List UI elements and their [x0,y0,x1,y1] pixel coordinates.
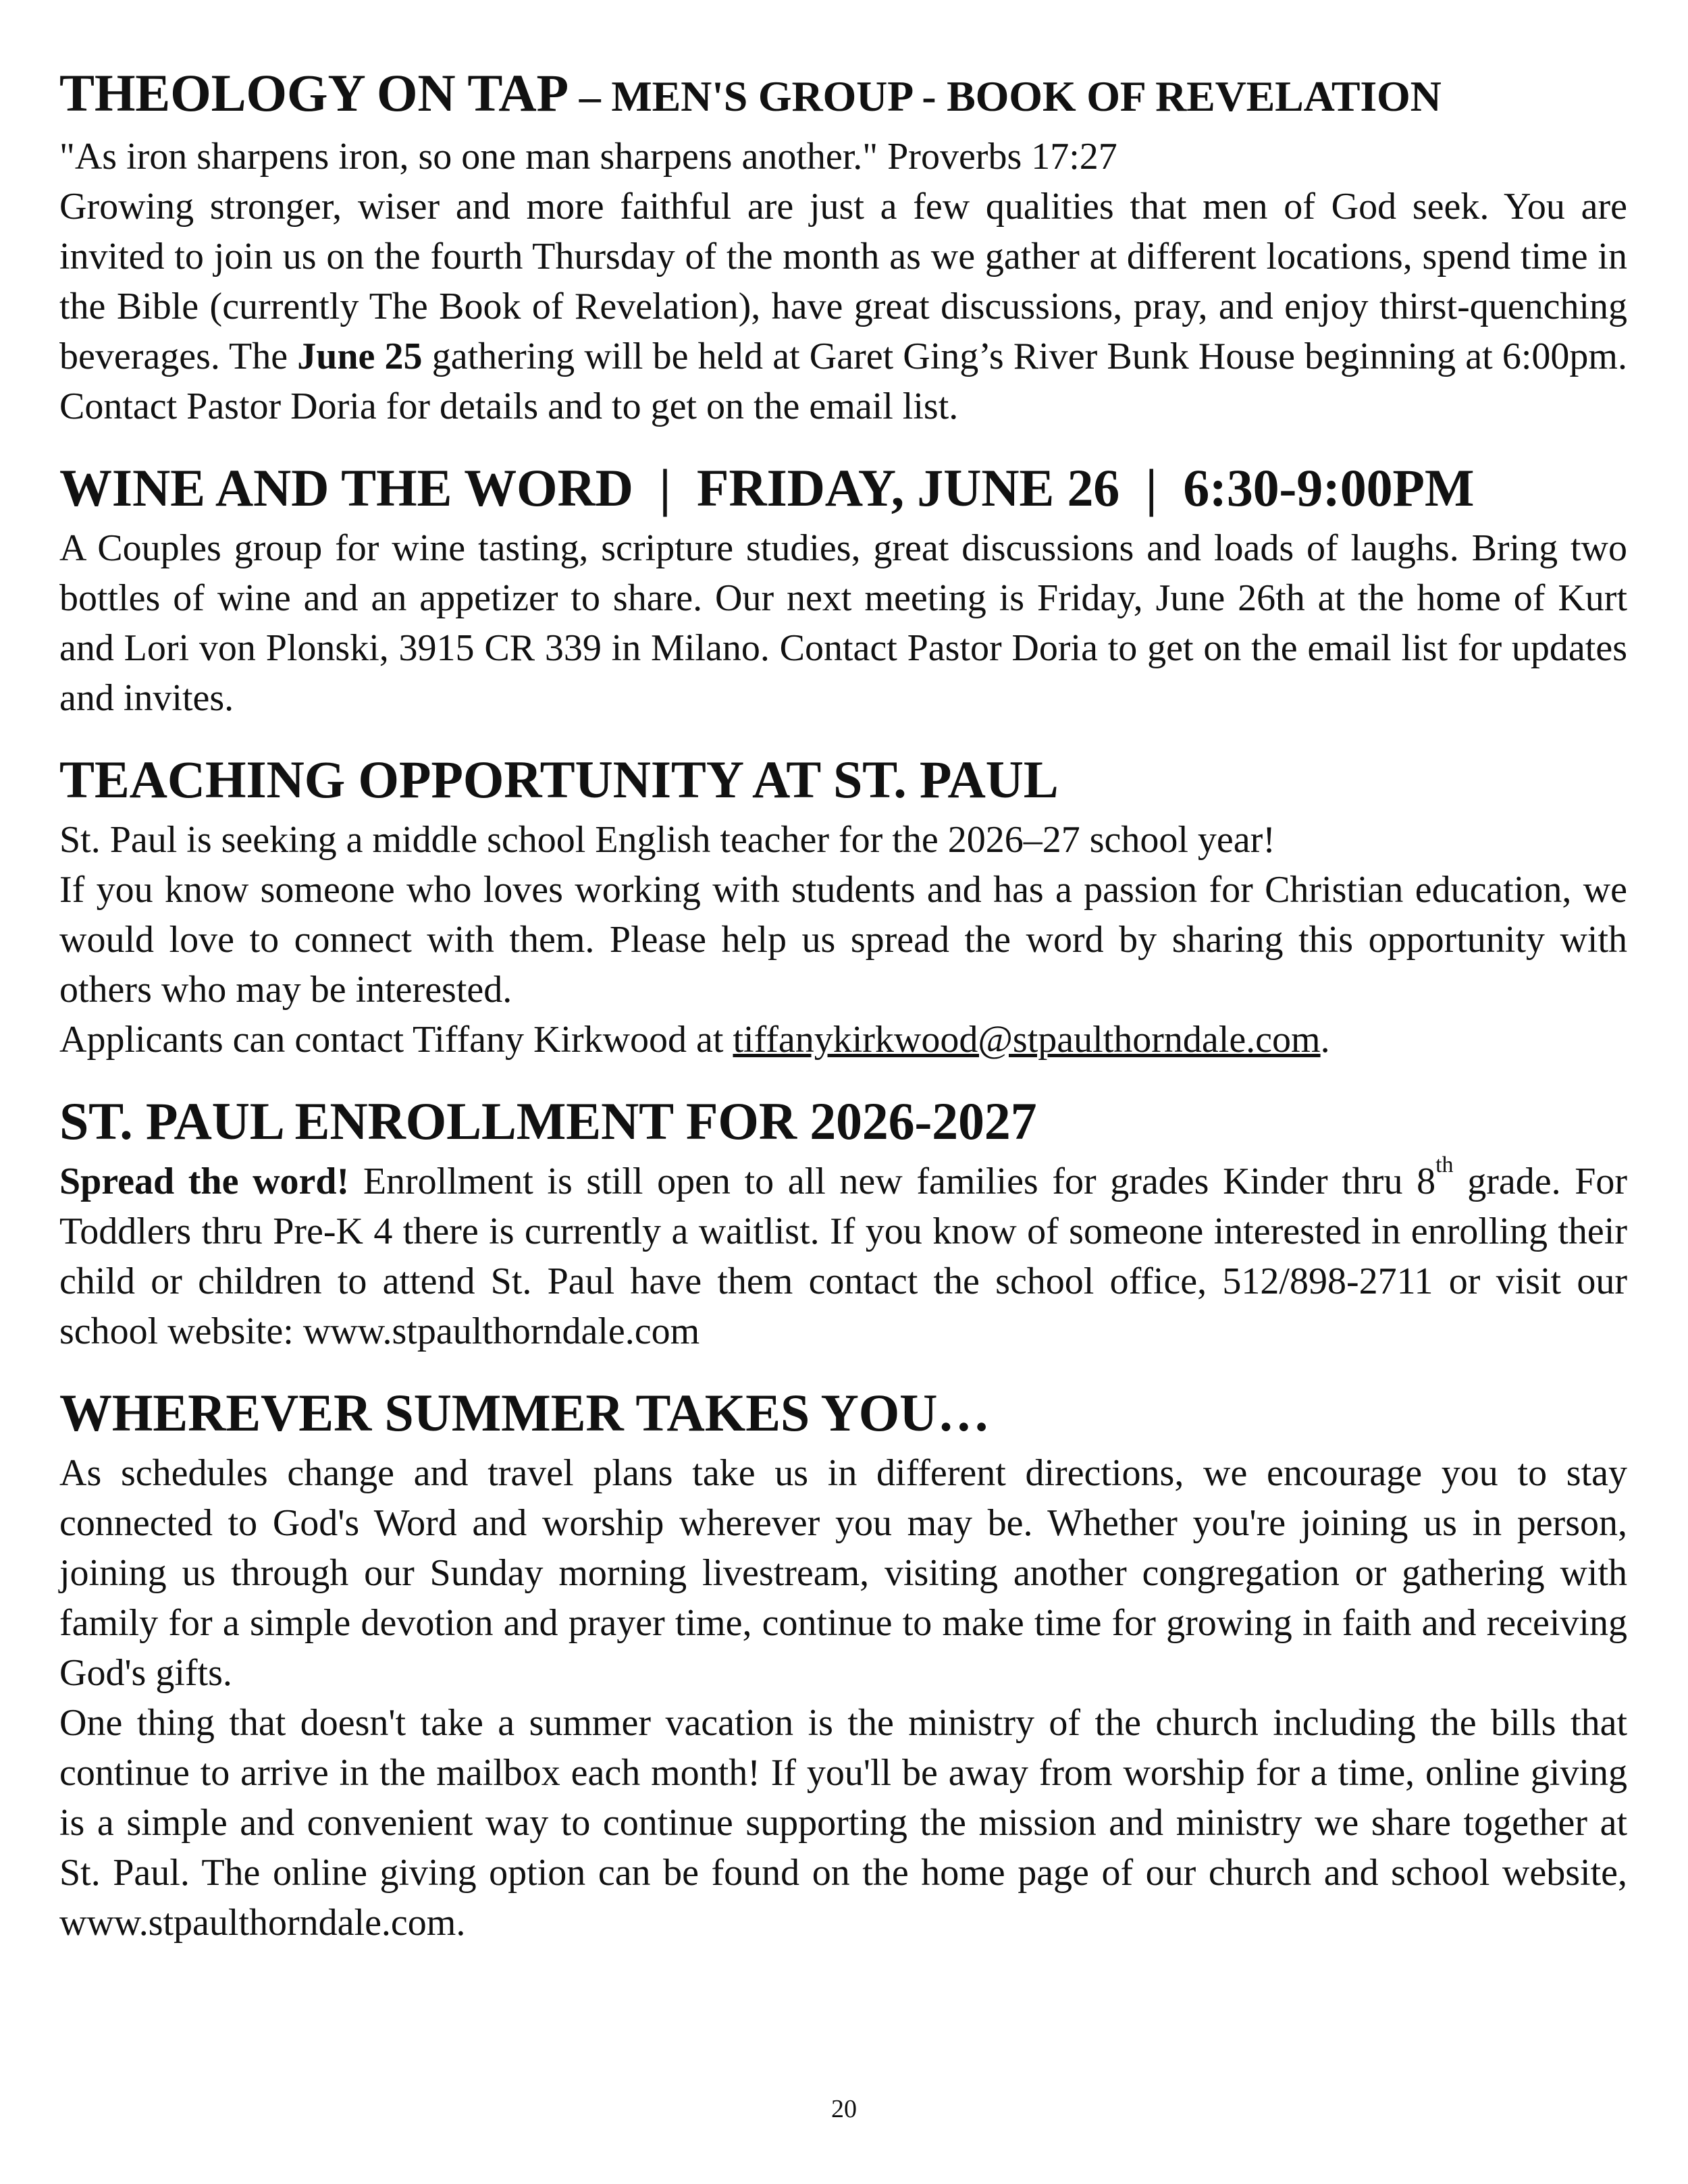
teaching-contact-prefix: Applicants can contact Tiffany Kirkwood at [59,1019,733,1061]
theology-body-before: Growing stronger, wiser and more faithful are just a few qualities that men of God seek. You are invited to join us on the fourth Thursday of the month as we gather at different locations, spend time in the Bible (currently The Book of Revelation), have great discussions, pray, and enjoy thirst-quenching beverages. The [59,186,1627,377]
summer-section [59,1381,1627,1948]
theology-on-tap-section [59,61,1627,431]
enrollment-section [59,1089,1627,1356]
summer-para1: As schedules change and travel plans take us in different directions, we encourage you to stay connected to God's Word and worship wherever you may be. Whether you're joining us in person, joining us through our Sunday morning livestream, visiting another congregation or gathering with family for a simple devotion and prayer time, continue to make time for growing in faith and receiving God's gifts. [59,1452,1627,1694]
teaching-line1: St. Paul is seeking a middle school English teacher for the 2026–27 school year! [59,819,1275,861]
page-number: 20 [831,2095,857,2123]
theology-quote: "As iron sharpens iron, so one man sharpens another." Proverbs 17:27 [59,136,1117,178]
summer-heading: WHEREVER SUMMER TAKES YOU… [59,1383,991,1442]
theology-title-main: THEOLOGY ON TAP [59,63,569,122]
newsletter-page [59,61,1627,1972]
theology-body-after: gathering will be held at Garet Ging’s River Bunk House beginning at 6:00pm. Contact Pastor Doria for details and to get on the email list. [59,336,1627,427]
enrollment-body-part1: Enrollment is still open to all new families for grades Kinder thru 8 [349,1161,1436,1202]
summer-para2: One thing that doesn't take a summer vacation is the ministry of the church including the bills that continue to arrive in the mailbox each month! If you'll be away from worship for a time, online giving is a simple and convenient way to continue supporting the mission and ministry we share together at St. Paul. The online giving option can be found on the home page of our church and school website, www.stpaulthorndale.com. [59,1702,1627,1944]
teaching-opportunity-section [59,747,1627,1065]
wine-and-the-word-section [59,456,1627,723]
enrollment-lead: Spread the word! [59,1161,350,1202]
theology-on-tap-heading [59,61,1627,129]
enrollment-body-part2: grade. For Toddlers thru Pre-K 4 there is currently a waitlist. If you know of someone interested in enrolling their child or children to attend St. Paul have them contact the school office, 512/898-2711 or visit our school website: www.stpaulthorndale.com [59,1161,1628,1352]
theology-body [59,182,1627,431]
wine-and-the-word-heading: WINE AND THE WORD | FRIDAY, JUNE 26 | 6:30-9:00PM [59,458,1475,517]
enrollment-body [59,1152,1628,1356]
enrollment-heading: ST. PAUL ENROLLMENT FOR 2026-2027 [59,1092,1037,1150]
teaching-body: If you know someone who loves working with students and has a passion for Christian education, we would love to connect with them. Please help us spread the word by sharing this opportunity with others who may be interested. [59,869,1627,1011]
teaching-contact-suffix: . [1320,1019,1330,1061]
enrollment-superscript: th [1435,1152,1454,1177]
teaching-opportunity-heading: TEACHING OPPORTUNITY AT ST. PAUL [59,750,1059,809]
wine-body: A Couples group for wine tasting, scripture studies, great discussions and loads of laughs. Bring two bottles of wine and an appetizer to share. Our next meeting is Friday, June 26th at the home of Kurt and Lori von Plonski, 3915 CR 339 in Milano. Contact Pastor Doria to get on the email list for updates and invites. [59,527,1627,719]
theology-title-sub: – MEN'S GROUP - BOOK OF REVELATION [569,72,1442,120]
theology-date: June 25 [297,336,423,377]
teaching-contact [59,1015,1627,1065]
teaching-email-link[interactable]: tiffanykirkwood@stpaulthorndale.com [733,1019,1321,1061]
